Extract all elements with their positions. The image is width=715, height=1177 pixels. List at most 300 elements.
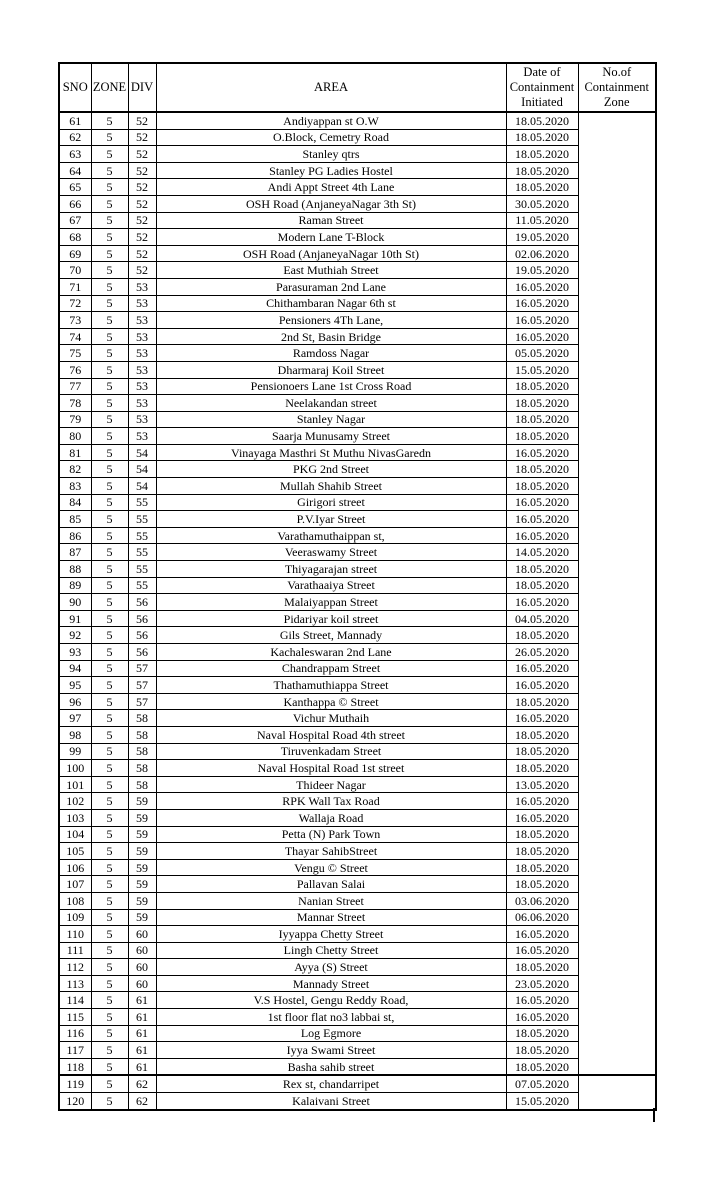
cell-div: 60 [128,926,156,943]
table-row [59,594,656,611]
cell-date: 18.05.2020 [506,478,578,495]
cell-date: 03.06.2020 [506,892,578,909]
cell-area: Andiyappan st O.W [156,112,506,129]
cell-div: 55 [128,544,156,561]
table-row [59,1075,656,1092]
cell-area: Kanthappa © Street [156,693,506,710]
containment-zone-table [58,62,657,1111]
cell-div: 55 [128,577,156,594]
cell-div: 53 [128,295,156,312]
cell-sno: 74 [59,328,91,345]
table-body [59,112,656,1110]
cell-date: 16.05.2020 [506,527,578,544]
cell-sno: 81 [59,444,91,461]
cell-div: 59 [128,876,156,893]
cell-div: 52 [128,212,156,229]
cell-div: 60 [128,975,156,992]
cell-area: Nanian Street [156,892,506,909]
table-row [59,926,656,943]
cell-area: 1st floor flat no3 labbai st, [156,1009,506,1026]
col-header-no-of-containment-zone: No.of Containment Zone [578,63,656,112]
cell-area: Gils Street, Mannady [156,627,506,644]
cell-area: 2nd St, Basin Bridge [156,328,506,345]
cell-date: 16.05.2020 [506,992,578,1009]
table-row [59,876,656,893]
col-header-date-of-containment: Date of Containment Initiated [506,63,578,112]
table-row [59,428,656,445]
cell-area: Stanley Nagar [156,411,506,428]
table-row [59,112,656,129]
cell-div: 53 [128,328,156,345]
table-header-row [59,63,656,112]
cell-zone: 5 [91,959,128,976]
cell-area: Naval Hospital Road 1st street [156,760,506,777]
cell-date: 18.05.2020 [506,129,578,146]
cell-sno: 78 [59,395,91,412]
cell-area: Thayar SahibStreet [156,843,506,860]
cell-zone: 5 [91,876,128,893]
cell-sno: 77 [59,378,91,395]
cell-area: Vinayaga Masthri St Muthu NivasGaredn [156,444,506,461]
cell-sno: 111 [59,942,91,959]
table-row [59,677,656,694]
cell-zone: 5 [91,644,128,661]
cell-sno: 69 [59,245,91,262]
cell-div: 53 [128,428,156,445]
cell-sno: 62 [59,129,91,146]
cell-zone: 5 [91,760,128,777]
cell-date: 19.05.2020 [506,229,578,246]
cell-zone: 5 [91,926,128,943]
cell-date: 18.05.2020 [506,378,578,395]
cell-sno: 65 [59,179,91,196]
cell-zone: 5 [91,245,128,262]
cell-date: 16.05.2020 [506,926,578,943]
cell-date: 18.05.2020 [506,1025,578,1042]
cell-div: 56 [128,610,156,627]
cell-date: 11.05.2020 [506,212,578,229]
cell-div: 53 [128,395,156,412]
cell-sno: 76 [59,361,91,378]
cell-date: 18.05.2020 [506,726,578,743]
table-row [59,245,656,262]
cell-area: East Muthiah Street [156,262,506,279]
cell-zone: 5 [91,677,128,694]
cell-sno: 86 [59,527,91,544]
cell-zone: 5 [91,942,128,959]
cell-zone: 5 [91,129,128,146]
cell-sno: 93 [59,644,91,661]
cell-area: V.S Hostel, Gengu Reddy Road, [156,992,506,1009]
cell-sno: 87 [59,544,91,561]
cell-sno: 84 [59,494,91,511]
cell-date: 26.05.2020 [506,644,578,661]
cell-date: 16.05.2020 [506,1009,578,1026]
cell-div: 57 [128,693,156,710]
cell-date: 18.05.2020 [506,876,578,893]
cell-area: Wallaja Road [156,809,506,826]
cell-date: 18.05.2020 [506,1042,578,1059]
table-row [59,693,656,710]
cell-div: 52 [128,195,156,212]
table-row [59,328,656,345]
cell-zone: 5 [91,444,128,461]
cell-sno: 107 [59,876,91,893]
cell-zone: 5 [91,179,128,196]
cell-date: 16.05.2020 [506,511,578,528]
table-row [59,527,656,544]
cell-div: 52 [128,229,156,246]
table-row [59,179,656,196]
col-header-div: DIV [128,63,156,112]
cell-zone: 5 [91,1093,128,1110]
cell-date: 07.05.2020 [506,1075,578,1092]
cell-sno: 66 [59,195,91,212]
table-row [59,1025,656,1042]
cell-sno: 91 [59,610,91,627]
cell-date: 18.05.2020 [506,959,578,976]
cell-area: Varathamuthaippan st, [156,527,506,544]
cell-zone: 5 [91,312,128,329]
cell-sno: 101 [59,776,91,793]
cell-zone: 5 [91,843,128,860]
cell-date: 16.05.2020 [506,809,578,826]
cell-zone: 5 [91,975,128,992]
cell-zone: 5 [91,328,128,345]
table-row [59,295,656,312]
cell-area: Mannar Street [156,909,506,926]
cell-div: 58 [128,776,156,793]
cell-date: 16.05.2020 [506,295,578,312]
cell-sno: 110 [59,926,91,943]
cell-sno: 61 [59,112,91,129]
cell-area: Veeraswamy Street [156,544,506,561]
cell-zone: 5 [91,345,128,362]
cell-div: 56 [128,627,156,644]
cell-sno: 88 [59,561,91,578]
table-row [59,444,656,461]
cell-sno: 96 [59,693,91,710]
cell-area: Thathamuthiappa Street [156,677,506,694]
cell-sno: 83 [59,478,91,495]
cell-date: 16.05.2020 [506,278,578,295]
cell-sno: 100 [59,760,91,777]
table-row [59,975,656,992]
cell-area: Dharmaraj Koil Street [156,361,506,378]
cell-date: 18.05.2020 [506,162,578,179]
cell-area: Pensionoers Lane 1st Cross Road [156,378,506,395]
cell-zone: 5 [91,511,128,528]
cell-zone: 5 [91,278,128,295]
cell-zone: 5 [91,411,128,428]
table-row [59,478,656,495]
cell-date: 15.05.2020 [506,1093,578,1110]
table-row [59,760,656,777]
cell-date: 18.05.2020 [506,1058,578,1075]
cell-div: 53 [128,312,156,329]
cell-date: 16.05.2020 [506,660,578,677]
cell-div: 52 [128,146,156,163]
cell-sno: 70 [59,262,91,279]
cell-div: 59 [128,859,156,876]
table-row [59,345,656,362]
table-row [59,942,656,959]
cell-div: 55 [128,511,156,528]
cell-div: 58 [128,760,156,777]
cell-date: 18.05.2020 [506,411,578,428]
cell-date: 16.05.2020 [506,328,578,345]
cell-div: 61 [128,1042,156,1059]
cell-date: 16.05.2020 [506,677,578,694]
cell-area: Pallavan Salai [156,876,506,893]
cell-zone: 5 [91,1075,128,1092]
cell-area: Ramdoss Nagar [156,345,506,362]
cell-zone: 5 [91,992,128,1009]
cell-sno: 102 [59,793,91,810]
cell-zone: 5 [91,909,128,926]
cell-area: OSH Road (AnjaneyaNagar 3th St) [156,195,506,212]
table-row [59,726,656,743]
cell-div: 52 [128,162,156,179]
cell-sno: 73 [59,312,91,329]
table-row [59,378,656,395]
table-row [59,1009,656,1026]
cell-div: 54 [128,444,156,461]
table-row [59,992,656,1009]
cell-zone: 5 [91,229,128,246]
cell-date: 19.05.2020 [506,262,578,279]
cell-date: 18.05.2020 [506,859,578,876]
table-row [59,843,656,860]
table-row [59,312,656,329]
cell-sno: 117 [59,1042,91,1059]
cell-div: 56 [128,594,156,611]
cell-date: 18.05.2020 [506,843,578,860]
cell-sno: 97 [59,710,91,727]
cell-area: Basha sahib street [156,1058,506,1075]
cell-area: Varathaaiya Street [156,577,506,594]
cell-zone: 5 [91,1058,128,1075]
cell-area: Saarja Munusamy Street [156,428,506,445]
cell-sno: 79 [59,411,91,428]
cell-sno: 90 [59,594,91,611]
cell-zone: 5 [91,544,128,561]
table-row [59,162,656,179]
cell-zone: 5 [91,1042,128,1059]
cell-area: Parasuraman 2nd Lane [156,278,506,295]
cell-date: 23.05.2020 [506,975,578,992]
cell-area: Tiruvenkadam Street [156,743,506,760]
cell-date: 16.05.2020 [506,793,578,810]
cell-date: 14.05.2020 [506,544,578,561]
cell-div: 62 [128,1093,156,1110]
cell-sno: 72 [59,295,91,312]
table-row [59,892,656,909]
cell-area: Vengu © Street [156,859,506,876]
cell-sno: 94 [59,660,91,677]
cell-date: 18.05.2020 [506,395,578,412]
cell-date: 16.05.2020 [506,942,578,959]
cell-area: Chandrappam Street [156,660,506,677]
cell-div: 58 [128,726,156,743]
cell-area: Kalaivani Street [156,1093,506,1110]
cell-area: O.Block, Cemetry Road [156,129,506,146]
cell-sno: 95 [59,677,91,694]
cell-div: 52 [128,262,156,279]
table-row [59,776,656,793]
cell-sno: 80 [59,428,91,445]
cell-area: Stanley PG Ladies Hostel [156,162,506,179]
cell-div: 61 [128,1025,156,1042]
cell-div: 60 [128,959,156,976]
cell-date: 18.05.2020 [506,561,578,578]
cell-div: 60 [128,942,156,959]
cell-area: OSH Road (AnjaneyaNagar 10th St) [156,245,506,262]
cell-div: 52 [128,245,156,262]
cell-sno: 115 [59,1009,91,1026]
cell-sno: 118 [59,1058,91,1075]
table-row [59,809,656,826]
cell-div: 53 [128,378,156,395]
cell-div: 55 [128,561,156,578]
cell-div: 58 [128,743,156,760]
cell-sno: 120 [59,1093,91,1110]
cell-area: Pensioners 4Th Lane, [156,312,506,329]
cell-zone: 5 [91,577,128,594]
cell-area: Malaiyappan Street [156,594,506,611]
table-row [59,610,656,627]
cell-div: 54 [128,461,156,478]
cell-area: Pidariyar koil street [156,610,506,627]
table-row [59,195,656,212]
cell-area: Girigori street [156,494,506,511]
cell-date: 05.05.2020 [506,345,578,362]
cell-zone: 5 [91,478,128,495]
cell-sno: 64 [59,162,91,179]
cell-date: 18.05.2020 [506,461,578,478]
cell-sno: 116 [59,1025,91,1042]
table-row [59,793,656,810]
cell-zone: 5 [91,262,128,279]
cell-zone: 5 [91,660,128,677]
table-row [59,544,656,561]
cell-sno: 82 [59,461,91,478]
table-row [59,1042,656,1059]
cell-date: 18.05.2020 [506,577,578,594]
cell-area: Neelakandan street [156,395,506,412]
cell-div: 58 [128,710,156,727]
cell-area: RPK Wall Tax Road [156,793,506,810]
cell-sno: 106 [59,859,91,876]
cell-date: 18.05.2020 [506,826,578,843]
cell-div: 52 [128,129,156,146]
table-row [59,1093,656,1110]
cell-sno: 92 [59,627,91,644]
table-row [59,859,656,876]
cell-div: 53 [128,278,156,295]
table-row [59,411,656,428]
cell-zone: 5 [91,195,128,212]
cell-zone: 5 [91,461,128,478]
col-header-zone: ZONE [91,63,128,112]
cell-area: Thiyagarajan street [156,561,506,578]
table-row [59,1058,656,1075]
table-row [59,461,656,478]
cell-zone: 5 [91,112,128,129]
cell-sno: 63 [59,146,91,163]
table-row [59,361,656,378]
cell-zone: 5 [91,809,128,826]
table-row [59,627,656,644]
cell-div: 54 [128,478,156,495]
cell-date: 16.05.2020 [506,494,578,511]
cell-div: 59 [128,892,156,909]
table-right-border-extension [653,1108,655,1122]
cell-zone: 5 [91,162,128,179]
cell-date: 18.05.2020 [506,179,578,196]
cell-date: 18.05.2020 [506,760,578,777]
cell-area: Kachaleswaran 2nd Lane [156,644,506,661]
table-row [59,644,656,661]
cell-area: Thideer Nagar [156,776,506,793]
table-row [59,129,656,146]
cell-zone: 5 [91,627,128,644]
cell-zone: 5 [91,693,128,710]
cell-sno: 75 [59,345,91,362]
cell-div: 57 [128,660,156,677]
cell-zone: 5 [91,743,128,760]
cell-zone: 5 [91,395,128,412]
table-row [59,278,656,295]
cell-div: 56 [128,644,156,661]
cell-div: 59 [128,809,156,826]
cell-date: 04.05.2020 [506,610,578,627]
table-row [59,262,656,279]
cell-zone: 5 [91,826,128,843]
cell-zone: 5 [91,892,128,909]
table-row [59,959,656,976]
cell-date: 30.05.2020 [506,195,578,212]
cell-containment-zone-count [578,1075,656,1109]
cell-div: 59 [128,793,156,810]
cell-zone: 5 [91,610,128,627]
table-row [59,577,656,594]
cell-date: 13.05.2020 [506,776,578,793]
cell-area: Vichur Muthaih [156,710,506,727]
cell-zone: 5 [91,1025,128,1042]
cell-sno: 98 [59,726,91,743]
cell-zone: 5 [91,527,128,544]
cell-sno: 85 [59,511,91,528]
cell-div: 55 [128,527,156,544]
cell-area: P.V.Iyar Street [156,511,506,528]
cell-div: 53 [128,411,156,428]
cell-area: Raman Street [156,212,506,229]
cell-zone: 5 [91,494,128,511]
cell-div: 62 [128,1075,156,1092]
cell-area: Ayya (S) Street [156,959,506,976]
cell-div: 57 [128,677,156,694]
cell-sno: 103 [59,809,91,826]
table-row [59,826,656,843]
cell-zone: 5 [91,295,128,312]
cell-area: Stanley qtrs [156,146,506,163]
cell-sno: 71 [59,278,91,295]
table-row [59,395,656,412]
cell-area: Andi Appt Street 4th Lane [156,179,506,196]
table-row [59,710,656,727]
cell-date: 16.05.2020 [506,594,578,611]
